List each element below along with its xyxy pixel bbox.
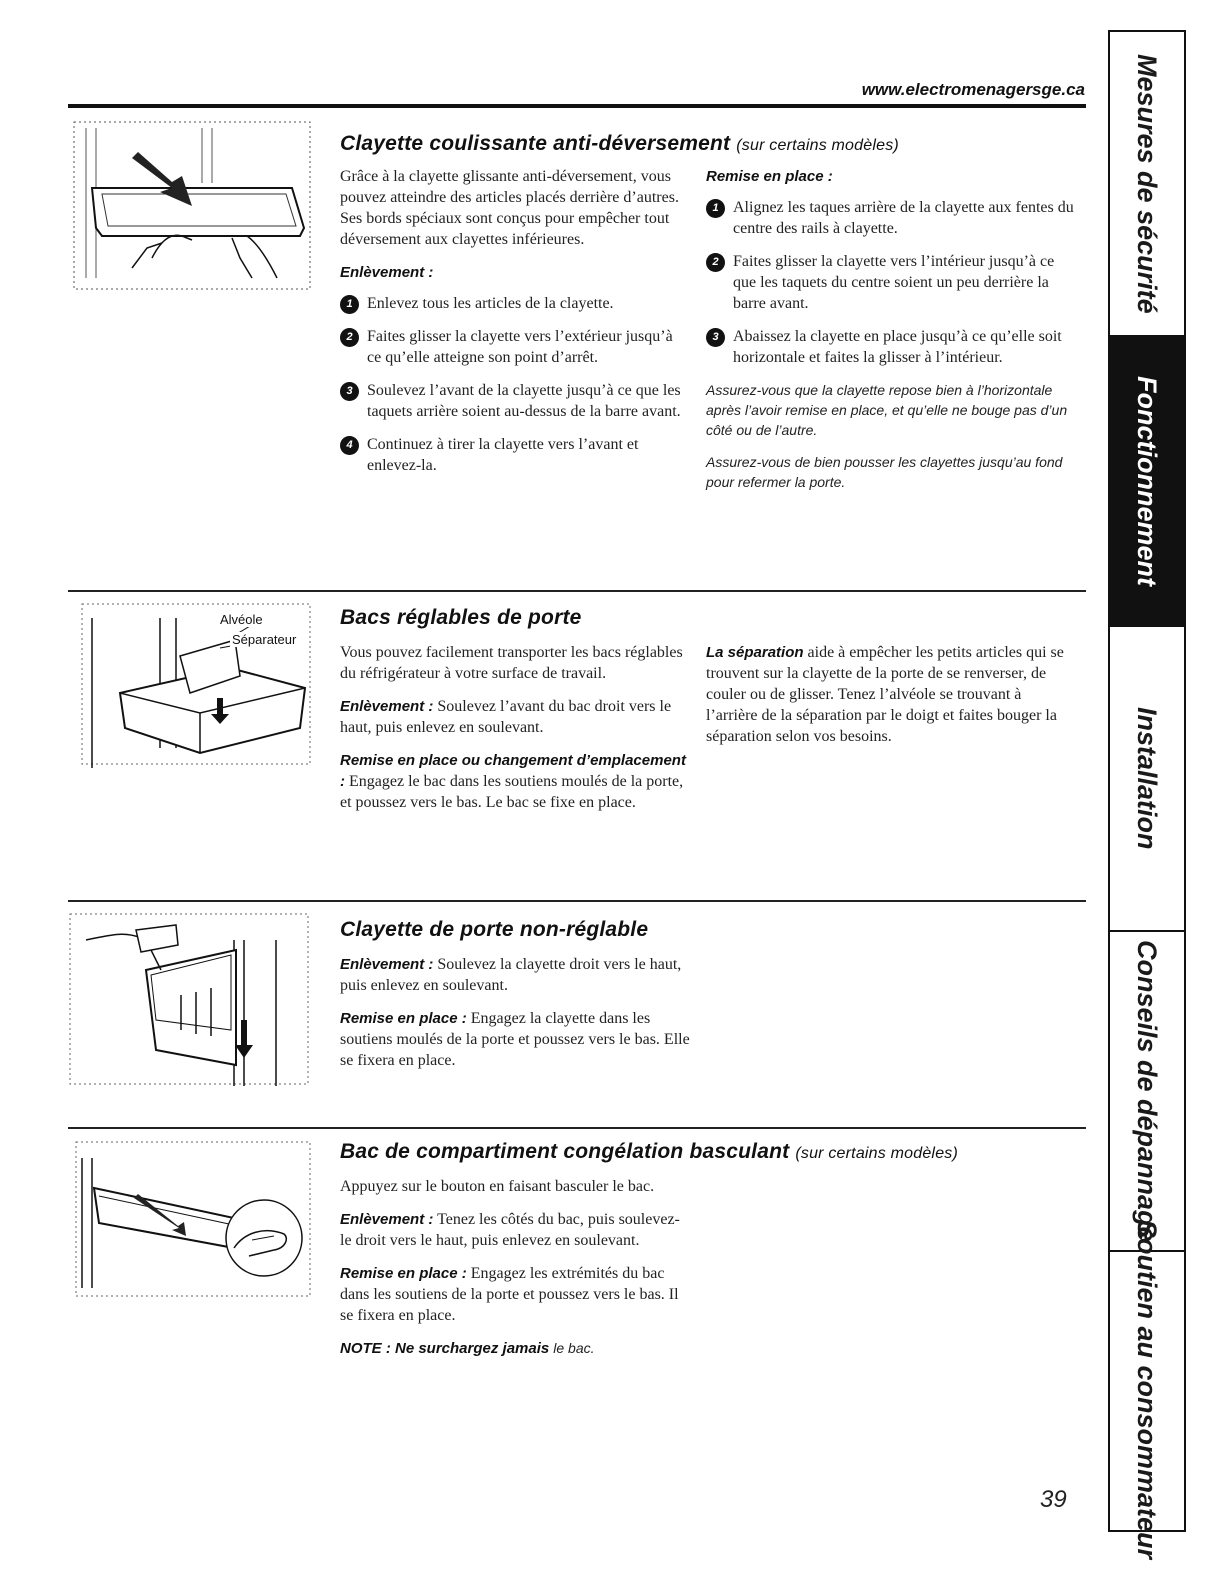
step-number-icon: 1 xyxy=(706,199,725,218)
section-divider xyxy=(68,1127,1086,1129)
separateur-label: Séparateur xyxy=(232,632,297,647)
step-text: Soulevez l’avant de la clayette jusqu’à ce que les taquets arrière soient au-dessus de la barre avant. xyxy=(367,382,681,420)
tab-label: Installation xyxy=(1132,707,1162,850)
separation-text: aide à empêcher les petits articles qui se trouvent sur la clayette de la porte de se renverser, de couler ou de glisser. Tenez l’alvéole se trouvant à l’arrière de la séparation par le doigt et faites bouger la séparation selon vos besoins. xyxy=(706,644,1064,745)
tab-consumer-support[interactable] xyxy=(1110,1220,1184,1560)
sliding-shelf-illustration xyxy=(72,118,312,293)
header-rule xyxy=(68,104,1086,108)
removal-step xyxy=(340,293,690,314)
removal-paragraph xyxy=(340,1209,690,1251)
step-text: Abaissez la clayette en place jusqu’à ce qu’elle soit horizontale et faites la glisser à l’intérieur. xyxy=(733,328,1062,366)
sliding-shelf-left-column xyxy=(340,166,690,488)
tab-label: Soutien au consommateur xyxy=(1132,1220,1162,1560)
separation-heading: La séparation xyxy=(706,644,804,661)
section-title-sliding-shelf xyxy=(340,132,899,156)
replace-text: Engagez la clayette dans les soutiens moulés de la porte et poussez vers le bas. Elle se fixera en place. xyxy=(340,1010,690,1069)
removal-paragraph xyxy=(340,696,690,738)
door-bins-left-column xyxy=(340,642,690,825)
replace-heading: Remise en place ou changement d’emplacement : xyxy=(340,752,686,790)
removal-step xyxy=(340,326,690,368)
step-text: Continuez à tirer la clayette vers l’avant et enlevez-la. xyxy=(367,436,639,474)
tab-label: Conseils de dépannage xyxy=(1132,940,1162,1242)
section-title-freezer-bin xyxy=(340,1140,958,1164)
removal-heading: Enlèvement : xyxy=(340,264,434,281)
replace-paragraph xyxy=(340,1008,690,1071)
removal-heading: Enlèvement : xyxy=(340,698,434,715)
replace-heading: Remise en place : xyxy=(706,168,833,185)
removal-heading: Enlèvement : xyxy=(340,1211,434,1228)
tab-operation[interactable] xyxy=(1110,337,1184,627)
models-note: (sur certains modèles) xyxy=(736,137,899,154)
removal-paragraph xyxy=(340,954,690,996)
step-number-icon: 1 xyxy=(340,295,359,314)
tab-label: Fonctionnement xyxy=(1132,376,1162,586)
intro-text: Appuyez sur le bouton en faisant basculer le bac. xyxy=(340,1178,655,1195)
step-text: Faites glisser la clayette vers l’extérieur jusqu’à ce qu’elle atteigne son point d’arrêt. xyxy=(367,328,673,366)
fixed-door-shelf-column xyxy=(340,954,690,1083)
note-heading: NOTE : Ne surchargez jamais xyxy=(340,1340,550,1357)
tilting-freezer-bin-illustration xyxy=(74,1138,312,1300)
replace-step xyxy=(706,326,1074,368)
replace-paragraph xyxy=(340,1263,690,1326)
models-note: (sur certains modèles) xyxy=(795,1145,959,1162)
step-number-icon: 4 xyxy=(340,436,359,455)
removal-heading: Enlèvement : xyxy=(340,956,434,973)
replace-paragraph xyxy=(340,750,690,813)
replace-heading: Remise en place : xyxy=(340,1010,467,1027)
separation-paragraph xyxy=(706,642,1076,747)
freezer-bin-column xyxy=(340,1176,690,1371)
step-text: Faites glisser la clayette vers l’intérieur jusqu’à ce que les taquets du centre soient un peu derrière la barre avant. xyxy=(733,253,1055,312)
tab-troubleshooting[interactable] xyxy=(1110,932,1184,1252)
intro-text: Vous pouvez facilement transporter les bacs réglables du réfrigérateur à votre surface de travail. xyxy=(340,644,683,682)
removal-step xyxy=(340,434,690,476)
fixed-door-shelf-illustration xyxy=(66,910,312,1088)
door-bin-illustration xyxy=(80,598,312,768)
push-note: Assurez-vous de bien pousser les clayettes jusqu’au fond pour refermer la porte. xyxy=(706,454,1063,490)
step-number-icon: 3 xyxy=(706,328,725,347)
note-text: le bac. xyxy=(553,1340,595,1356)
step-number-icon: 2 xyxy=(340,328,359,347)
removal-text: Soulevez l’avant du bac droit vers le haut, puis enlevez en soulevant. xyxy=(340,698,672,736)
alveole-label: Alvéole xyxy=(220,612,263,627)
removal-text: Soulevez la clayette droit vers le haut, puis enlevez en soulevant. xyxy=(340,956,682,994)
step-text: Enlevez tous les articles de la clayette. xyxy=(367,295,614,312)
section-title-fixed-door-shelf: Clayette de porte non-réglable xyxy=(340,918,649,941)
tab-installation[interactable] xyxy=(1110,627,1184,932)
removal-text: Tenez les côtés du bac, puis soulevez-le droit vers le haut, puis enlevez en soulevant. xyxy=(340,1211,680,1249)
tab-safety[interactable] xyxy=(1110,32,1184,337)
sliding-shelf-right-column xyxy=(706,166,1074,504)
section-title-door-bins: Bacs réglables de porte xyxy=(340,606,582,629)
door-bins-right-column xyxy=(706,642,1076,759)
step-number-icon: 2 xyxy=(706,253,725,272)
intro-text: Grâce à la clayette glissante anti-déversement, vous pouvez atteindre des articles placés derrière d’autres. Ses bords spéciaux sont conçus pour empêcher tout déversement aux clayettes inférieures. xyxy=(340,168,679,248)
replace-heading: Remise en place : xyxy=(340,1265,467,1282)
section-title-text: Bac de compartiment congélation basculant xyxy=(340,1140,790,1163)
removal-step xyxy=(340,380,690,422)
replace-text: Engagez le bac dans les soutiens moulés de la porte, et poussez vers le bas. Le bac se fixe en place. xyxy=(340,773,684,811)
replace-step xyxy=(706,251,1074,314)
replace-text: Engagez les extrémités du bac dans les soutiens de la porte et poussez vers le bas. Il se fixera en place. xyxy=(340,1265,679,1324)
page-number: 39 xyxy=(1040,1486,1067,1513)
website-url: www.electromenagersge.ca xyxy=(861,80,1085,99)
step-text: Alignez les taques arrière de la clayette aux fentes du centre des rails à clayette. xyxy=(733,199,1074,237)
section-divider xyxy=(68,900,1086,902)
section-sidebar xyxy=(1108,30,1186,1560)
section-title-text: Clayette coulissante anti-déversement xyxy=(340,132,731,155)
tab-label: Mesures de sécurité xyxy=(1132,53,1162,314)
replace-step xyxy=(706,197,1074,239)
note-paragraph xyxy=(340,1338,690,1359)
section-divider xyxy=(68,590,1086,592)
level-note: Assurez-vous que la clayette repose bien à l’horizontale après l’avoir remise en place, et qu’elle ne bouge pas d’un côté ou de l’autre. xyxy=(706,382,1068,438)
step-number-icon: 3 xyxy=(340,382,359,401)
